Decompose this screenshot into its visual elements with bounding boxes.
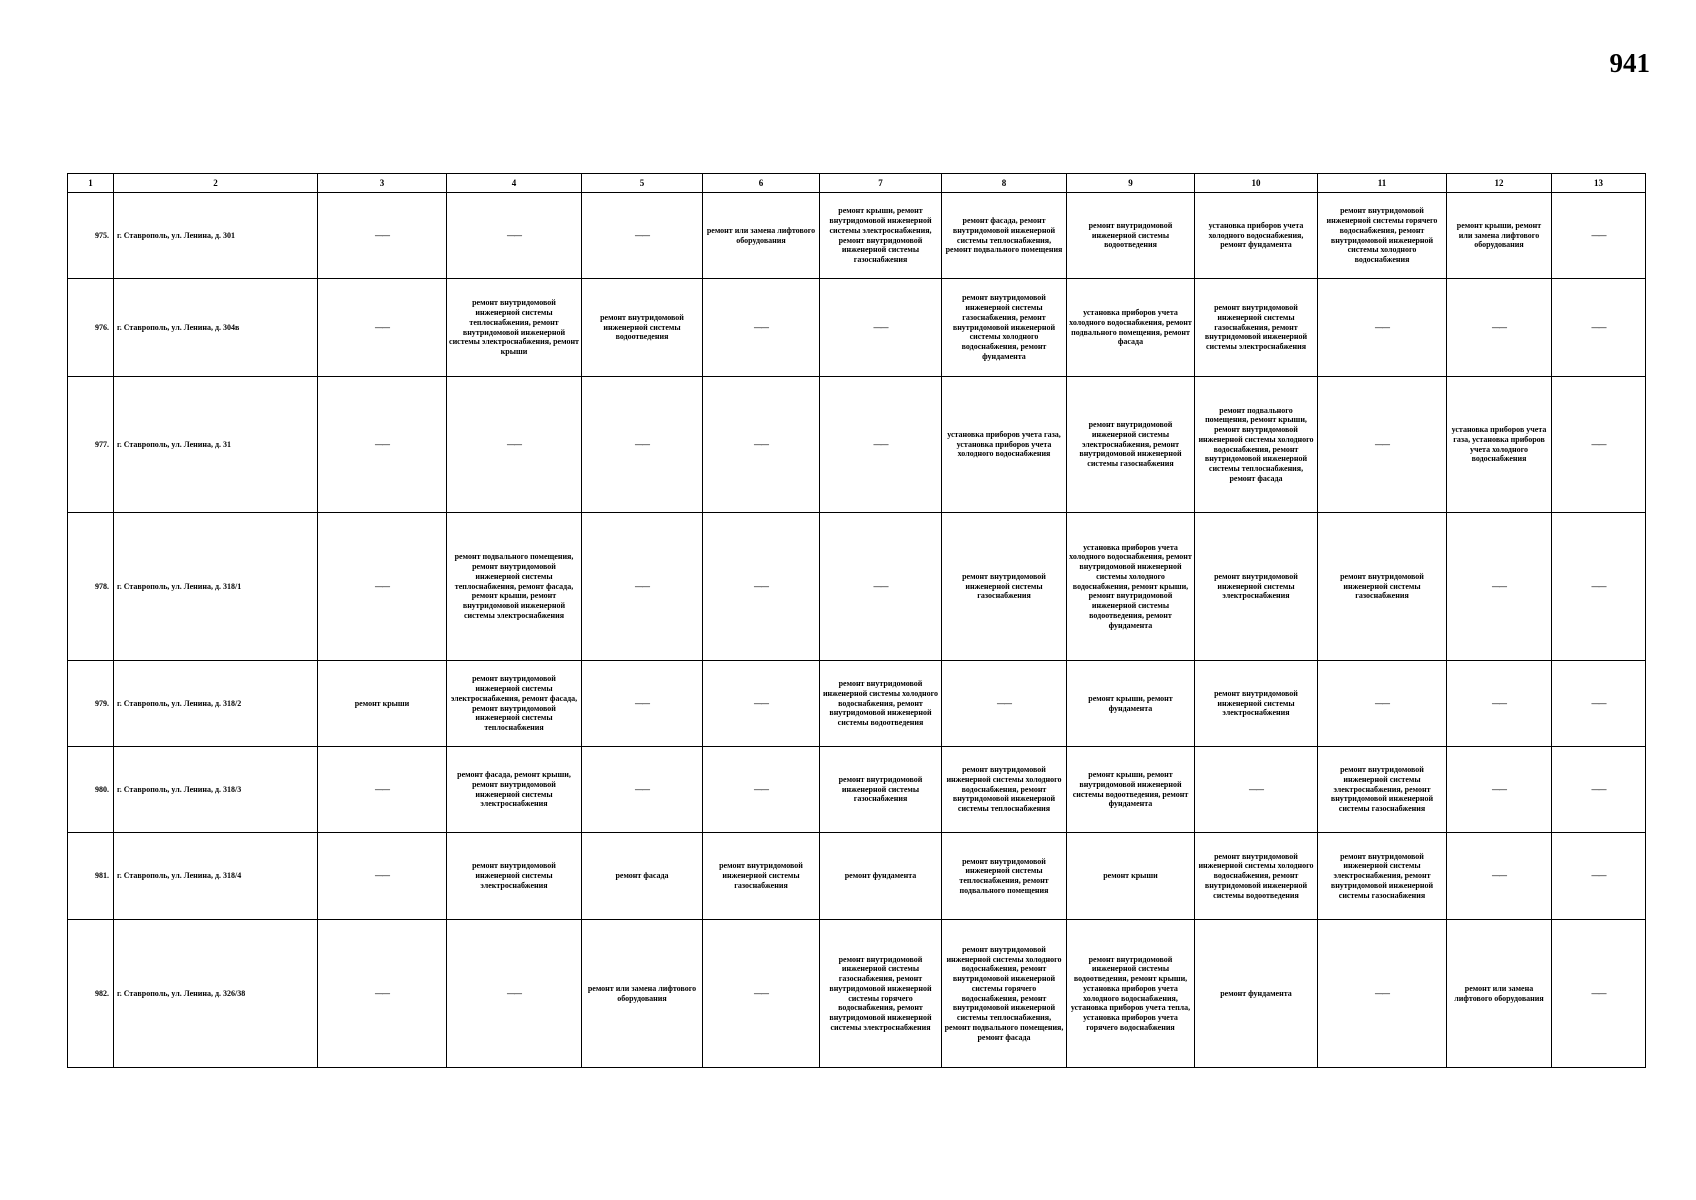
empty-dash-cell: —— [582, 661, 703, 747]
work-type-cell: ремонт внутридомовой инженерной системы электроснабжения [1195, 661, 1318, 747]
table-row [68, 833, 1646, 920]
empty-dash-cell: —— [1447, 513, 1552, 661]
work-type-cell: ремонт фасада, ремонт внутридомовой инженерной системы теплоснабжения, ремонт подвального помещения [942, 193, 1067, 279]
empty-dash-cell: —— [582, 747, 703, 833]
row-number-cell: 978. [68, 513, 114, 661]
empty-dash-cell: —— [1552, 747, 1646, 833]
row-number-cell: 979. [68, 661, 114, 747]
column-number: 6 [703, 174, 820, 193]
work-type-cell: ремонт внутридомовой инженерной системы электроснабжения [1195, 513, 1318, 661]
column-number: 3 [318, 174, 447, 193]
work-type-cell: ремонт внутридомовой инженерной системы электроснабжения, ремонт внутридомовой инженерной системы газоснабжения [1318, 747, 1447, 833]
work-type-cell: установка приборов учета холодного водоснабжения, ремонт подвального помещения, ремонт фасада [1067, 279, 1195, 377]
empty-dash-cell: —— [1552, 833, 1646, 920]
empty-dash-cell: —— [318, 833, 447, 920]
work-type-cell: установка приборов учета холодного водоснабжения, ремонт фундамента [1195, 193, 1318, 279]
empty-dash-cell: —— [318, 377, 447, 513]
work-type-cell: ремонт внутридомовой инженерной системы водоотведения [1067, 193, 1195, 279]
row-number-cell: 977. [68, 377, 114, 513]
column-number-header-row [68, 174, 1646, 193]
empty-dash-cell: —— [447, 920, 582, 1068]
work-type-cell: установка приборов учета газа, установка приборов учета холодного водоснабжения [1447, 377, 1552, 513]
empty-dash-cell: —— [582, 377, 703, 513]
empty-dash-cell: —— [942, 661, 1067, 747]
work-type-cell: ремонт крыши, ремонт фундамента [1067, 661, 1195, 747]
empty-dash-cell: —— [703, 377, 820, 513]
empty-dash-cell: —— [318, 513, 447, 661]
empty-dash-cell: —— [703, 661, 820, 747]
work-type-cell: ремонт внутридомовой инженерной системы электроснабжения, ремонт фасада, ремонт внутридомовой инженерной системы теплоснабжения [447, 661, 582, 747]
address-cell: г. Ставрополь, ул. Ленина, д. 318/1 [114, 513, 318, 661]
empty-dash-cell: —— [1195, 747, 1318, 833]
table-row [68, 193, 1646, 279]
work-type-cell: ремонт внутридомовой инженерной системы холодного водоснабжения, ремонт внутридомовой инженерной системы водоотведения [820, 661, 942, 747]
work-type-cell: ремонт внутридомовой инженерной системы газоснабжения [820, 747, 942, 833]
work-type-cell: ремонт внутридомовой инженерной системы газоснабжения [1318, 513, 1447, 661]
work-type-cell: ремонт или замена лифтового оборудования [1447, 920, 1552, 1068]
table-body [68, 193, 1646, 1068]
empty-dash-cell: —— [1447, 747, 1552, 833]
work-type-cell: ремонт или замена лифтового оборудования [703, 193, 820, 279]
column-number: 12 [1447, 174, 1552, 193]
work-type-cell: ремонт внутридомовой инженерной системы теплоснабжения, ремонт внутридомовой инженерной системы электроснабжения, ремонт крыши [447, 279, 582, 377]
empty-dash-cell: —— [582, 513, 703, 661]
empty-dash-cell: —— [318, 279, 447, 377]
work-type-cell: ремонт внутридомовой инженерной системы горячего водоснабжения, ремонт внутридомовой инженерной системы холодного водоснабжения [1318, 193, 1447, 279]
empty-dash-cell: —— [1552, 279, 1646, 377]
empty-dash-cell: —— [703, 920, 820, 1068]
work-type-cell: ремонт внутридомовой инженерной системы электроснабжения [447, 833, 582, 920]
work-type-cell: установка приборов учета холодного водоснабжения, ремонт внутридомовой инженерной системы холодного водоснабжения, ремонт крыши, ремонт внутридомовой инженерной системы водоотведения, ремонт фундамента [1067, 513, 1195, 661]
work-type-cell: ремонт подвального помещения, ремонт крыши, ремонт внутридомовой инженерной системы холодного водоснабжения, ремонт внутридомовой инженерной системы теплоснабжения, ремонт фасада [1195, 377, 1318, 513]
work-type-cell: ремонт внутридомовой инженерной системы газоснабжения [703, 833, 820, 920]
work-type-cell: ремонт внутридомовой инженерной системы газоснабжения, ремонт внутридомовой инженерной системы холодного водоснабжения, ремонт фундамента [942, 279, 1067, 377]
empty-dash-cell: —— [820, 513, 942, 661]
table-row [68, 661, 1646, 747]
work-type-cell: ремонт крыши [1067, 833, 1195, 920]
work-type-cell: ремонт внутридомовой инженерной системы газоснабжения, ремонт внутридомовой инженерной системы электроснабжения [1195, 279, 1318, 377]
empty-dash-cell: —— [1552, 920, 1646, 1068]
work-type-cell: ремонт крыши, ремонт внутридомовой инженерной системы электроснабжения, ремонт внутридомовой инженерной системы газоснабжения [820, 193, 942, 279]
row-number-cell: 981. [68, 833, 114, 920]
empty-dash-cell: —— [1447, 661, 1552, 747]
address-cell: г. Ставрополь, ул. Ленина, д. 31 [114, 377, 318, 513]
work-type-cell: ремонт подвального помещения, ремонт внутридомовой инженерной системы теплоснабжения, ремонт фасада, ремонт крыши, ремонт внутридомовой инженерной системы электроснабжения [447, 513, 582, 661]
repair-schedule-table [67, 173, 1646, 1068]
column-number: 7 [820, 174, 942, 193]
work-type-cell: ремонт внутридомовой инженерной системы холодного водоснабжения, ремонт внутридомовой инженерной системы горячего водоснабжения, ремонт внутридомовой инженерной системы теплоснабжения, ремонт подвального помещения, ремонт фасада [942, 920, 1067, 1068]
empty-dash-cell: —— [582, 193, 703, 279]
empty-dash-cell: —— [820, 377, 942, 513]
row-number-cell: 980. [68, 747, 114, 833]
address-cell: г. Ставрополь, ул. Ленина, д. 326/38 [114, 920, 318, 1068]
page-number: 941 [1609, 48, 1650, 78]
empty-dash-cell: —— [1552, 377, 1646, 513]
work-type-cell: ремонт внутридомовой инженерной системы водоотведения, ремонт крыши, установка приборов учета холодного водоснабжения, установка приборов учета тепла, установка приборов учета горячего водоснабжения [1067, 920, 1195, 1068]
work-type-cell: ремонт крыши, ремонт или замена лифтового оборудования [1447, 193, 1552, 279]
empty-dash-cell: —— [820, 279, 942, 377]
work-type-cell: ремонт внутридомовой инженерной системы газоснабжения, ремонт внутридомовой инженерной системы горячего водоснабжения, ремонт внутридомовой инженерной системы электроснабжения [820, 920, 942, 1068]
empty-dash-cell: —— [1447, 833, 1552, 920]
empty-dash-cell: —— [1318, 661, 1447, 747]
column-number: 5 [582, 174, 703, 193]
work-type-cell: ремонт фасада [582, 833, 703, 920]
work-type-cell: ремонт внутридомовой инженерной системы электроснабжения, ремонт внутридомовой инженерной системы газоснабжения [1318, 833, 1447, 920]
empty-dash-cell: —— [703, 279, 820, 377]
empty-dash-cell: —— [1447, 279, 1552, 377]
empty-dash-cell: —— [1552, 193, 1646, 279]
empty-dash-cell: —— [318, 920, 447, 1068]
empty-dash-cell: —— [447, 193, 582, 279]
work-type-cell: ремонт внутридомовой инженерной системы теплоснабжения, ремонт подвального помещения [942, 833, 1067, 920]
work-type-cell: ремонт крыши, ремонт внутридомовой инженерной системы водоотведения, ремонт фундамента [1067, 747, 1195, 833]
column-number: 8 [942, 174, 1067, 193]
empty-dash-cell: —— [318, 747, 447, 833]
empty-dash-cell: —— [1318, 377, 1447, 513]
empty-dash-cell: —— [1318, 920, 1447, 1068]
work-type-cell: установка приборов учета газа, установка приборов учета холодного водоснабжения [942, 377, 1067, 513]
empty-dash-cell: —— [703, 747, 820, 833]
empty-dash-cell: —— [447, 377, 582, 513]
address-cell: г. Ставрополь, ул. Ленина, д. 301 [114, 193, 318, 279]
column-number: 1 [68, 174, 114, 193]
work-type-cell: ремонт внутридомовой инженерной системы холодного водоснабжения, ремонт внутридомовой инженерной системы теплоснабжения [942, 747, 1067, 833]
column-number: 2 [114, 174, 318, 193]
work-type-cell: ремонт фундамента [1195, 920, 1318, 1068]
table-row [68, 377, 1646, 513]
column-number: 4 [447, 174, 582, 193]
work-type-cell: ремонт внутридомовой инженерной системы газоснабжения [942, 513, 1067, 661]
work-type-cell: ремонт фундамента [820, 833, 942, 920]
table-row [68, 279, 1646, 377]
row-number-cell: 976. [68, 279, 114, 377]
work-type-cell: ремонт внутридомовой инженерной системы водоотведения [582, 279, 703, 377]
address-cell: г. Ставрополь, ул. Ленина, д. 318/4 [114, 833, 318, 920]
column-number: 10 [1195, 174, 1318, 193]
empty-dash-cell: —— [318, 193, 447, 279]
row-number-cell: 975. [68, 193, 114, 279]
table-row [68, 920, 1646, 1068]
work-type-cell: ремонт или замена лифтового оборудования [582, 920, 703, 1068]
row-number-cell: 982. [68, 920, 114, 1068]
address-cell: г. Ставрополь, ул. Ленина, д. 304в [114, 279, 318, 377]
work-type-cell: ремонт крыши [318, 661, 447, 747]
empty-dash-cell: —— [703, 513, 820, 661]
empty-dash-cell: —— [1552, 661, 1646, 747]
empty-dash-cell: —— [1318, 279, 1447, 377]
table-row [68, 747, 1646, 833]
work-type-cell: ремонт внутридомовой инженерной системы электроснабжения, ремонт внутридомовой инженерной системы газоснабжения [1067, 377, 1195, 513]
empty-dash-cell: —— [1552, 513, 1646, 661]
column-number: 9 [1067, 174, 1195, 193]
address-cell: г. Ставрополь, ул. Ленина, д. 318/3 [114, 747, 318, 833]
column-number: 11 [1318, 174, 1447, 193]
column-number: 13 [1552, 174, 1646, 193]
address-cell: г. Ставрополь, ул. Ленина, д. 318/2 [114, 661, 318, 747]
table-row [68, 513, 1646, 661]
work-type-cell: ремонт фасада, ремонт крыши, ремонт внутридомовой инженерной системы электроснабжения [447, 747, 582, 833]
work-type-cell: ремонт внутридомовой инженерной системы холодного водоснабжения, ремонт внутридомовой инженерной системы водоотведения [1195, 833, 1318, 920]
